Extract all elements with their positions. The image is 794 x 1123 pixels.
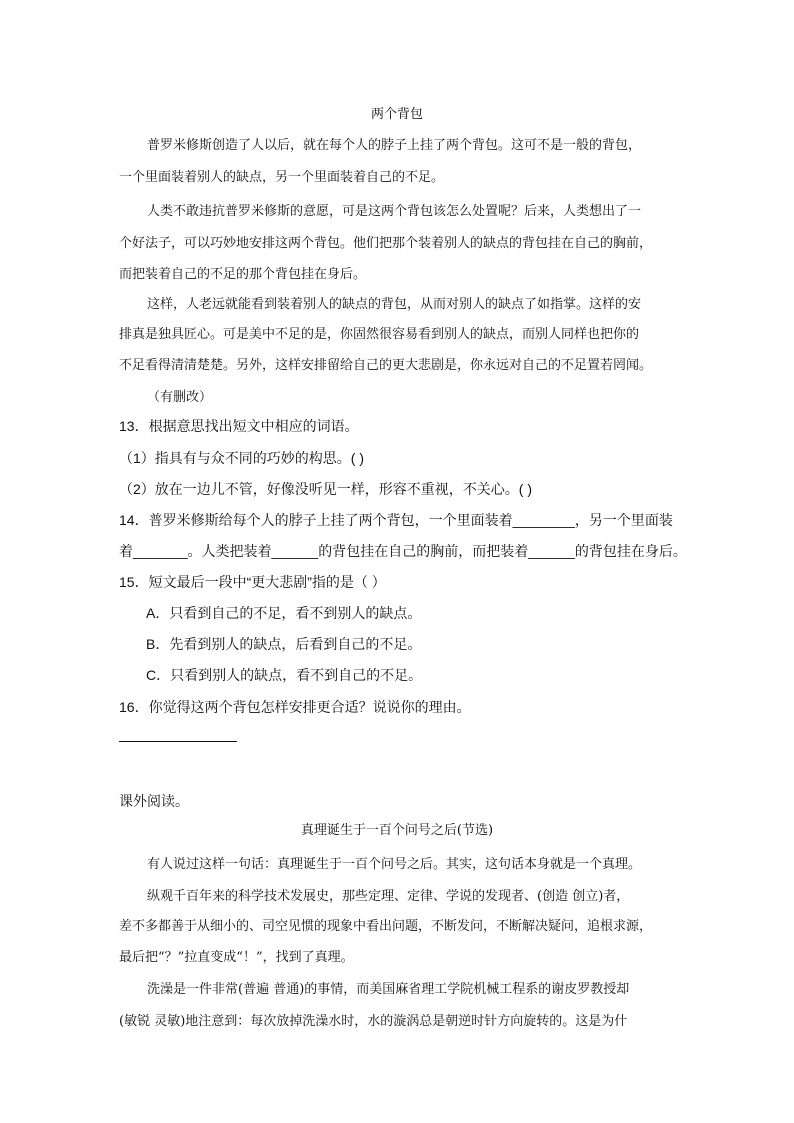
section-heading: 课外阅读。	[119, 793, 189, 809]
question-15-option-a: A．只看到自己的不足，看不到别人的缺点。	[146, 605, 422, 621]
passage-line: 个好法子，可以巧妙地安排这两个背包。他们把那个装着别人的缺点的背包挂在自己的胸前，	[119, 236, 653, 251]
question-15: 15．短文最后一段中“更大悲剧”指的是（ ）	[119, 574, 386, 590]
passage-title: 两个背包	[370, 107, 423, 122]
question-13-2: （2）放在一边儿不管，好像没听见一样，形容不重视，不关心。( )	[119, 481, 532, 497]
passage2-title: 真理诞生于一百个问号之后(节选)	[300, 823, 494, 838]
question-13: 13．根据意思找出短文中相应的词语。	[119, 418, 359, 434]
question-15-option-c: C．只看到别人的缺点，看不到自己的不足。	[146, 667, 423, 683]
passage2-line: 差不多都善于从细小的、司空见惯的现象中看出问题，不断发问，不断解决疑问，追根求源，	[119, 919, 653, 934]
answer-line[interactable]	[119, 741, 237, 742]
passage2-line: 有人说过这样一句话：真理诞生于一百个问号之后。其实，这句话本身就是一个真理。	[147, 857, 642, 872]
question-14-line2: 着_______。人类把装着______的背包挂在自己的胸前，而把装着______的背包挂在身后。	[119, 543, 687, 559]
passage-line: 而把装着自己的不足的那个背包挂在身后。	[119, 267, 367, 282]
question-15-option-b: B．先看到别人的缺点，后看到自己的不足。	[146, 636, 422, 652]
passage-line: 这样，人老远就能看到装着别人的缺点的背包，从而对别人的缺点了如指掌。这样的安	[147, 297, 642, 312]
passage-line: 排真是独具匠心。可是美中不足的是，你固然很容易看到别人的缺点，而别人同样也把你的	[119, 327, 640, 342]
passage2-line: 最后把“？”拉直变成“！”，找到了真理。	[119, 950, 354, 965]
question-14-line1: 14．普罗米修斯给每个人的脖子上挂了两个背包，一个里面装着________，另一个里面装	[119, 512, 673, 528]
passage2-line: 洗澡是一件非常(普遍 普通)的事情，而美国麻省理工学院机械工程系的谢皮罗教授却	[147, 982, 630, 997]
passage2-line: 纵观千百年来的科学技术发展史，那些定理、定律、学说的发现者、(创造 创立)者，	[147, 889, 630, 904]
passage-line: 不足看得清清楚楚。另外，这样安排留给自己的更大悲剧是，你永远对自己的不足置若罔闻。	[119, 358, 653, 373]
passage2-line: (敏锐 灵敏)地注意到：每次放掉洗澡水时，水的漩涡总是朝逆时针方向旋转的。这是为什	[119, 1014, 628, 1029]
question-13-1: （1）指具有与众不同的巧妙的构思。( )	[119, 450, 364, 466]
source-note: （有删改）	[147, 390, 213, 405]
passage-line: 普罗米修斯创造了人以后，就在每个人的脖子上挂了两个背包。这可不是一般的背包，	[147, 138, 642, 153]
passage-line: 一个里面装着别人的缺点，另一个里面装着自己的不足。	[119, 170, 445, 185]
question-16: 16．你觉得这两个背包怎样安排更合适？说说你的理由。	[119, 699, 471, 715]
passage-line: 人类不敢违抗普罗米修斯的意愿，可是这两个背包该怎么处置呢？后来，人类想出了一	[147, 204, 642, 219]
